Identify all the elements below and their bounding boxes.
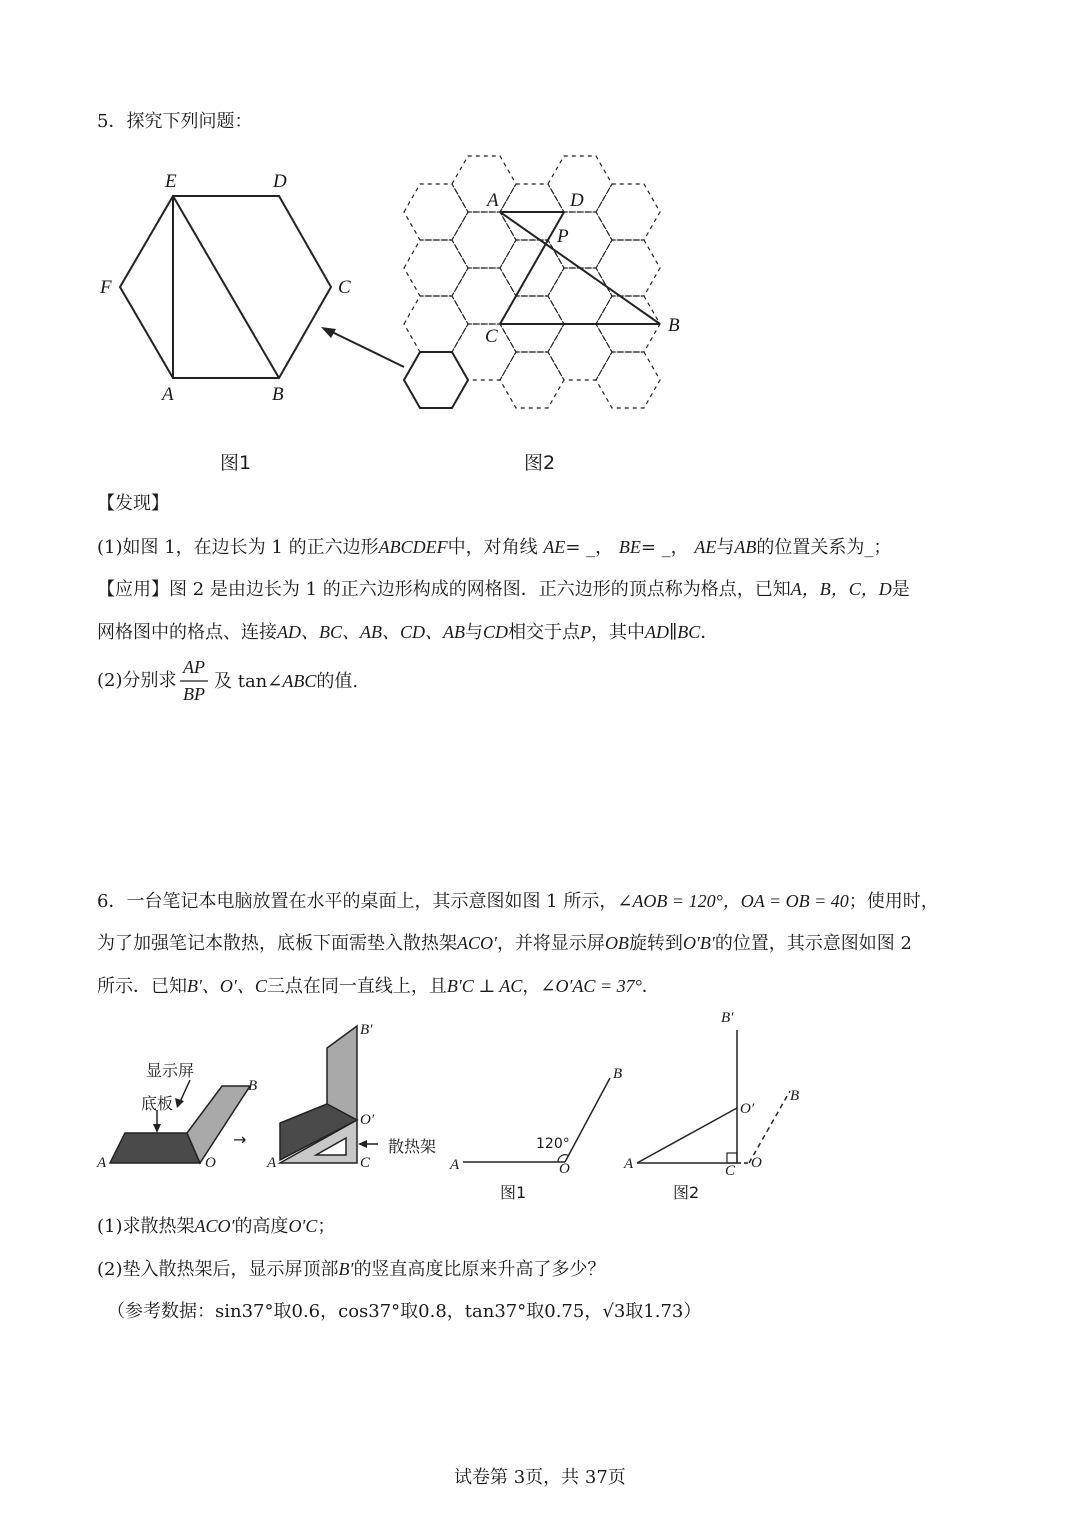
fig2-label-B: B <box>668 315 680 336</box>
fig2-label-A: A <box>487 190 499 211</box>
fig2-label-O6: O <box>751 1155 762 1171</box>
q5-line1: (1)如图 1，在边长为 1 的正六边形ABCDEF中，对角线 AE= _， BE= _， AE与AB的位置关系为_； <box>97 537 892 558</box>
q5-line4-a: (2)分别求 <box>97 670 177 691</box>
page-footer: 试卷第 3页，共 37页 <box>454 1467 626 1488</box>
q6-reference-data: （参考数据：sin37°取0.6，cos37°取0.8，tan37°取0.75，√3取1.73） <box>107 1301 702 1322</box>
q6-line2: 为了加强笔记本散热，底板下面需垫入散热架ACO′，并将显示屏OB旋转到O′B′的位置，其示意图如图 2 <box>97 933 912 954</box>
fig1-label-C: C <box>338 277 351 298</box>
q5-line4-b: 及 tan∠ABC的值. <box>214 671 359 692</box>
discover-title: 【发现】 <box>97 493 169 514</box>
fig1-label-B6: B <box>613 1066 623 1082</box>
angle-label: 120° <box>536 1136 570 1152</box>
q5-heading: 5．探究下列问题： <box>97 111 253 132</box>
arrow-right: → <box>233 1130 247 1149</box>
fig1-label-E: E <box>165 171 177 192</box>
q5-line3: 网格图中的格点、连接AD、BC、AB、CD、AB与CD相交于点P，其中AD∥BC． <box>97 622 719 643</box>
q6-line3: 所示．已知B′、O′、C三点在同一直线上，且B′C ⊥ AC，∠O′AC = 37°． <box>97 976 660 997</box>
lap2-label-Op: O′ <box>360 1112 375 1128</box>
lap2-label-C: C <box>360 1155 371 1171</box>
fig2-label-A6: A <box>624 1156 634 1172</box>
fig2-label-P: P <box>557 226 569 247</box>
q5-apply: 【应用】图 2 是由边长为 1 的正六边形构成的网格图．正六边形的顶点称为格点，已知A，B，C，D是 <box>97 579 910 600</box>
label-base: 底板 <box>141 1094 174 1113</box>
label-stand: 散热架 <box>388 1137 437 1156</box>
fig2-label-D: D <box>570 190 584 211</box>
fig2-label-C6: C <box>725 1163 736 1179</box>
lap1-label-A: A <box>97 1155 107 1171</box>
fig1-label-B: B <box>272 384 284 405</box>
fig2-caption: 图2 <box>524 452 556 474</box>
lap2-label-Bp: B′ <box>360 1022 373 1038</box>
fig1-label-O6: O <box>559 1161 570 1177</box>
fraction-denominator: BP <box>183 684 205 704</box>
q6-sub2: (2)垫入散热架后，显示屏顶部B′的竖直高度比原来升高了多少？ <box>97 1259 606 1280</box>
label-screen: 显示屏 <box>146 1061 195 1080</box>
lap1-label-O: O <box>205 1155 216 1171</box>
q6-fig2-caption: 图2 <box>673 1183 700 1202</box>
fig2-label-B6: B <box>790 1088 800 1104</box>
fig2-label-Bp6: B′ <box>721 1010 734 1026</box>
fig1-label-F: F <box>100 277 112 298</box>
fig1-label-D: D <box>273 171 287 192</box>
fig2-label-Op6: O′ <box>740 1101 755 1117</box>
fig2-label-C: C <box>485 326 498 347</box>
fig1-label-A6: A <box>450 1157 460 1173</box>
lap1-label-B: B <box>248 1078 258 1094</box>
fraction-numerator: AP <box>183 657 205 677</box>
lap2-label-A: A <box>267 1155 277 1171</box>
q6-sub1: (1)求散热架ACO′的高度O′C； <box>97 1216 336 1237</box>
fig1-label-A: A <box>162 384 174 405</box>
q6-line1: 6．一台笔记本电脑放置在水平的桌面上，其示意图如图 1 所示，∠AOB = 120°，OA = OB = 40；使用时， <box>97 891 939 912</box>
q6-fig1-caption: 图1 <box>500 1183 527 1202</box>
fig1-caption: 图1 <box>220 452 252 474</box>
